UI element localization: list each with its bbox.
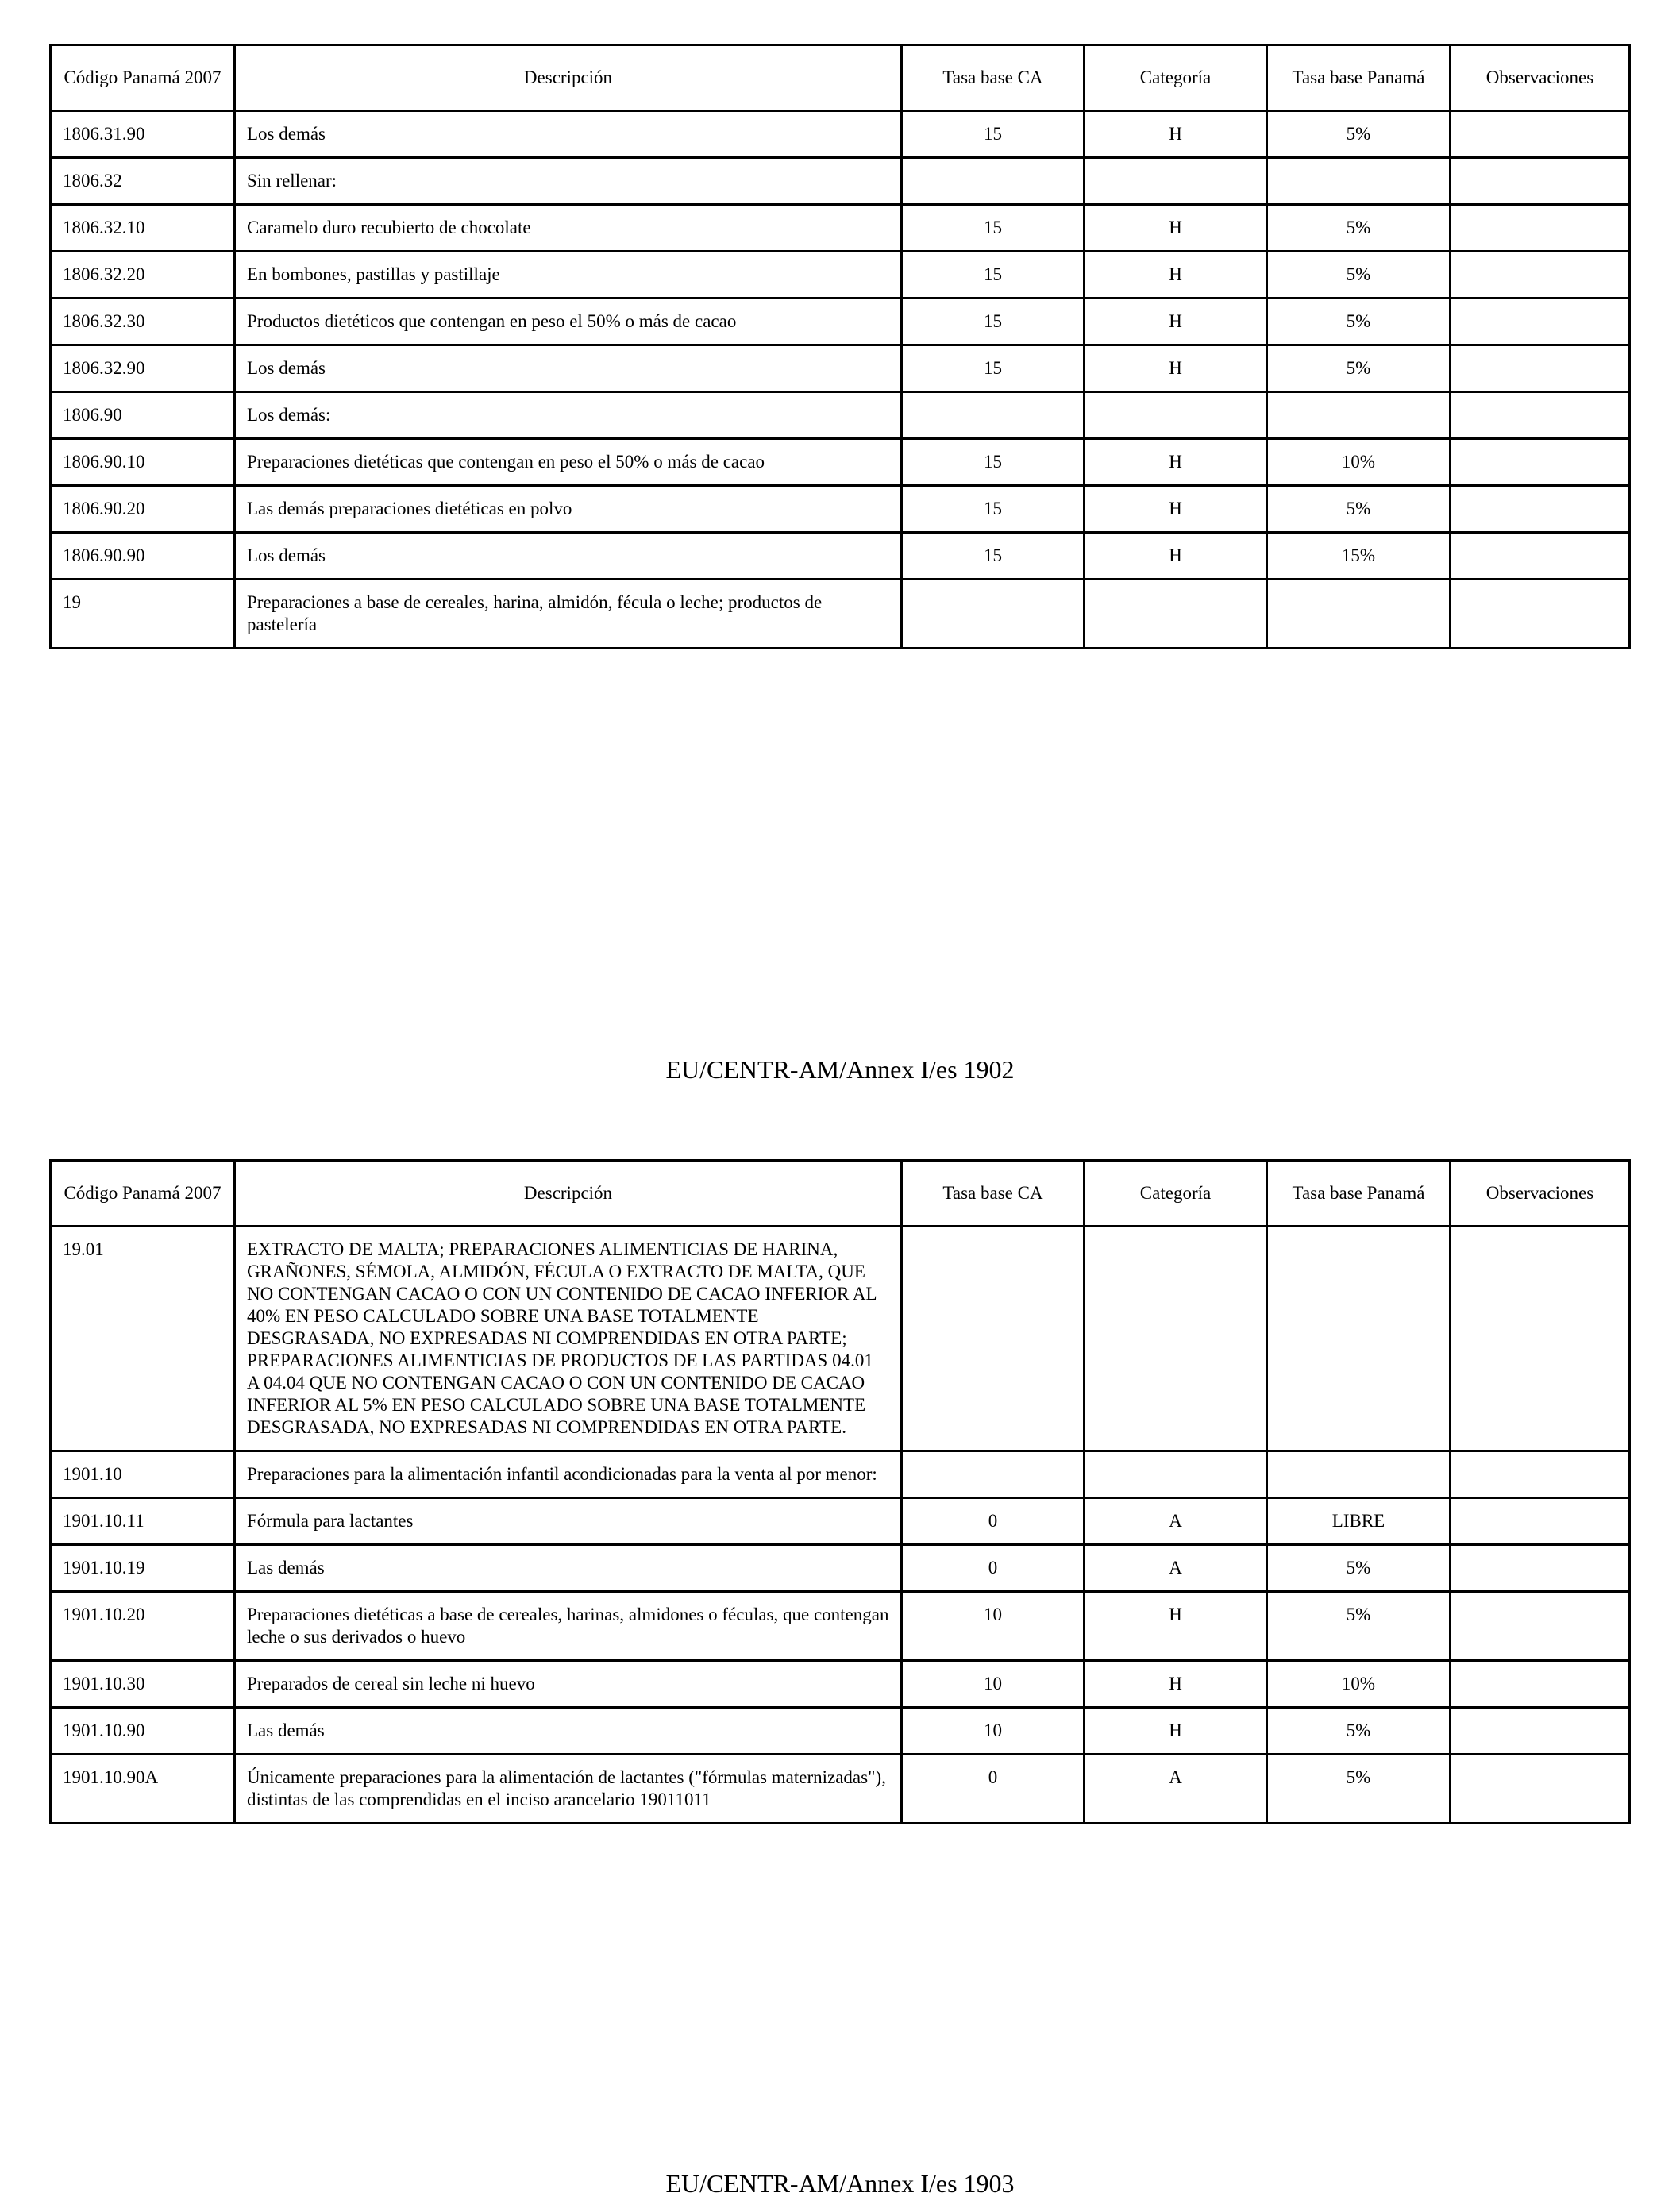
cell-code: 1806.32.90 (51, 345, 235, 392)
table-row (51, 252, 1630, 299)
cell-category (1085, 392, 1267, 439)
cell-base-ca: 15 (902, 486, 1085, 533)
cell-code: 1806.32 (51, 158, 235, 205)
header-description: Descripción (235, 45, 902, 111)
cell-observations (1451, 439, 1630, 486)
cell-description: EXTRACTO DE MALTA; PREPARACIONES ALIMENTICIAS DE HARINA, GRAÑONES, SÉMOLA, ALMIDÓN, FÉCULA O EXTRACTO DE MALTA, QUE NO CONTENGAN CACAO O CON UN CONTENIDO DE CACAO INFERIOR AL 40% EN PESO CALCULADO SOBRE UNA BASE TOTALMENTE DESGRASADA, NO EXPRESADAS NI COMPRENDIDAS EN OTRA PARTE; PREPARACIONES ALIMENTICIAS DE PRODUCTOS DE LAS PARTIDAS 04.01 A 04.04 QUE NO CONTENGAN CACAO O CON UN CONTENIDO DE CACAO INFERIOR AL 5% EN PESO CALCULADO SOBRE UNA BASE TOTALMENTE DESGRASADA, NO EXPRESADAS NI COMPRENDIDAS EN OTRA PARTE. (235, 1227, 902, 1451)
cell-category: A (1085, 1545, 1267, 1592)
cell-category: A (1085, 1498, 1267, 1545)
cell-base-ca: 0 (902, 1545, 1085, 1592)
cell-base-panama: 15% (1267, 533, 1451, 580)
cell-code: 1806.90.20 (51, 486, 235, 533)
cell-code: 1806.32.20 (51, 252, 235, 299)
cell-category: A (1085, 1755, 1267, 1824)
cell-category: H (1085, 299, 1267, 345)
cell-description: Las demás (235, 1545, 902, 1592)
cell-base-panama: 5% (1267, 1755, 1451, 1824)
header-base-ca: Tasa base CA (902, 45, 1085, 111)
cell-code: 1806.90.90 (51, 533, 235, 580)
cell-code: 1806.32.10 (51, 205, 235, 252)
table-row (51, 580, 1630, 649)
header-code: Código Panamá 2007 (51, 1161, 235, 1227)
cell-base-ca: 15 (902, 111, 1085, 158)
table-row (51, 299, 1630, 345)
cell-base-ca: 0 (902, 1755, 1085, 1824)
cell-description: Las demás preparaciones dietéticas en polvo (235, 486, 902, 533)
table-header-row (51, 45, 1630, 111)
cell-base-panama: 5% (1267, 1592, 1451, 1661)
cell-description: Caramelo duro recubierto de chocolate (235, 205, 902, 252)
cell-observations (1451, 1708, 1630, 1755)
cell-observations (1451, 1661, 1630, 1708)
header-base-panama: Tasa base Panamá (1267, 45, 1451, 111)
page-footer-1: EU/CENTR-AM/Annex I/es 1902 (665, 1055, 1015, 1084)
cell-observations (1451, 252, 1630, 299)
table-header-row (51, 1161, 1630, 1227)
cell-description: Los demás (235, 111, 902, 158)
cell-category: H (1085, 439, 1267, 486)
cell-code: 1806.32.30 (51, 299, 235, 345)
cell-base-ca (902, 158, 1085, 205)
cell-base-panama: 5% (1267, 252, 1451, 299)
cell-observations (1451, 205, 1630, 252)
header-description: Descripción (235, 1161, 902, 1227)
cell-category: H (1085, 533, 1267, 580)
cell-code: 1901.10 (51, 1451, 235, 1498)
table-row (51, 1755, 1630, 1824)
cell-base-ca: 15 (902, 533, 1085, 580)
cell-observations (1451, 299, 1630, 345)
table-row (51, 1451, 1630, 1498)
table-row (51, 158, 1630, 205)
cell-base-ca: 15 (902, 439, 1085, 486)
header-category: Categoría (1085, 45, 1267, 111)
cell-base-panama: 5% (1267, 1708, 1451, 1755)
header-code: Código Panamá 2007 (51, 45, 235, 111)
cell-base-panama: 5% (1267, 486, 1451, 533)
cell-base-panama: 10% (1267, 439, 1451, 486)
table-row (51, 205, 1630, 252)
cell-base-ca: 10 (902, 1661, 1085, 1708)
cell-base-ca (902, 1451, 1085, 1498)
cell-base-ca: 15 (902, 299, 1085, 345)
cell-category (1085, 1227, 1267, 1451)
cell-description: Preparaciones dietéticas a base de cereales, harinas, almidones o féculas, que contengan leche o sus derivados o huevo (235, 1592, 902, 1661)
cell-description: Los demás: (235, 392, 902, 439)
cell-observations (1451, 158, 1630, 205)
table-row (51, 345, 1630, 392)
cell-code: 1806.90 (51, 392, 235, 439)
table-row (51, 533, 1630, 580)
cell-code: 1901.10.90 (51, 1708, 235, 1755)
cell-code: 1901.10.20 (51, 1592, 235, 1661)
table-row (51, 1498, 1630, 1545)
cell-description: Los demás (235, 345, 902, 392)
header-observations: Observaciones (1451, 1161, 1630, 1227)
cell-base-panama (1267, 1451, 1451, 1498)
header-category: Categoría (1085, 1161, 1267, 1227)
cell-base-panama: 5% (1267, 299, 1451, 345)
cell-base-panama: 5% (1267, 1545, 1451, 1592)
cell-base-ca (902, 580, 1085, 649)
cell-category (1085, 158, 1267, 205)
cell-observations (1451, 1592, 1630, 1661)
table-row (51, 439, 1630, 486)
cell-description: Preparados de cereal sin leche ni huevo (235, 1661, 902, 1708)
cell-observations (1451, 345, 1630, 392)
header-base-ca: Tasa base CA (902, 1161, 1085, 1227)
header-observations: Observaciones (1451, 45, 1630, 111)
cell-observations (1451, 392, 1630, 439)
cell-observations (1451, 1451, 1630, 1498)
cell-category: H (1085, 1661, 1267, 1708)
cell-base-panama (1267, 158, 1451, 205)
page-footer-2: EU/CENTR-AM/Annex I/es 1903 (665, 2169, 1015, 2198)
cell-code: 1901.10.30 (51, 1661, 235, 1708)
cell-description: Las demás (235, 1708, 902, 1755)
cell-base-ca (902, 1227, 1085, 1451)
cell-description: Preparaciones para la alimentación infantil acondicionadas para la venta al por menor: (235, 1451, 902, 1498)
cell-base-ca: 10 (902, 1592, 1085, 1661)
cell-code: 1901.10.19 (51, 1545, 235, 1592)
cell-description: Sin rellenar: (235, 158, 902, 205)
cell-observations (1451, 111, 1630, 158)
cell-description: Productos dietéticos que contengan en peso el 50% o más de cacao (235, 299, 902, 345)
header-base-panama: Tasa base Panamá (1267, 1161, 1451, 1227)
cell-base-panama (1267, 392, 1451, 439)
table-row (51, 486, 1630, 533)
table-row (51, 1661, 1630, 1708)
cell-category: H (1085, 252, 1267, 299)
cell-code: 19 (51, 580, 235, 649)
cell-base-panama (1267, 580, 1451, 649)
cell-category: H (1085, 345, 1267, 392)
cell-category: H (1085, 205, 1267, 252)
cell-base-ca (902, 392, 1085, 439)
cell-observations (1451, 1498, 1630, 1545)
cell-observations (1451, 580, 1630, 649)
table-body (51, 1227, 1630, 1824)
cell-description: En bombones, pastillas y pastillaje (235, 252, 902, 299)
cell-base-panama: LIBRE (1267, 1498, 1451, 1545)
table-row (51, 1227, 1630, 1451)
cell-base-panama: 5% (1267, 205, 1451, 252)
table-row (51, 111, 1630, 158)
cell-code: 19.01 (51, 1227, 235, 1451)
table-row (51, 1592, 1630, 1661)
cell-base-ca: 15 (902, 205, 1085, 252)
cell-base-panama: 5% (1267, 345, 1451, 392)
cell-code: 1806.90.10 (51, 439, 235, 486)
cell-observations (1451, 533, 1630, 580)
cell-category: H (1085, 486, 1267, 533)
cell-description: Los demás (235, 533, 902, 580)
cell-category: H (1085, 111, 1267, 158)
cell-observations (1451, 1545, 1630, 1592)
cell-base-panama (1267, 1227, 1451, 1451)
cell-category (1085, 580, 1267, 649)
cell-category: H (1085, 1708, 1267, 1755)
tariff-table-page-2 (49, 1159, 1631, 1824)
cell-category (1085, 1451, 1267, 1498)
cell-code: 1901.10.90A (51, 1755, 235, 1824)
table-row (51, 1708, 1630, 1755)
cell-base-ca: 0 (902, 1498, 1085, 1545)
table-row (51, 1545, 1630, 1592)
cell-observations (1451, 1755, 1630, 1824)
cell-observations (1451, 1227, 1630, 1451)
table-row (51, 392, 1630, 439)
cell-base-ca: 15 (902, 252, 1085, 299)
cell-category: H (1085, 1592, 1267, 1661)
cell-description: Fórmula para lactantes (235, 1498, 902, 1545)
table-body (51, 111, 1630, 649)
tariff-table-page-1 (49, 44, 1631, 649)
cell-code: 1901.10.11 (51, 1498, 235, 1545)
cell-description: Preparaciones a base de cereales, harina, almidón, fécula o leche; productos de pastelería (235, 580, 902, 649)
cell-base-panama: 5% (1267, 111, 1451, 158)
cell-description: Preparaciones dietéticas que contengan en peso el 50% o más de cacao (235, 439, 902, 486)
cell-observations (1451, 486, 1630, 533)
cell-base-ca: 15 (902, 345, 1085, 392)
cell-code: 1806.31.90 (51, 111, 235, 158)
cell-base-panama: 10% (1267, 1661, 1451, 1708)
cell-base-ca: 10 (902, 1708, 1085, 1755)
cell-description: Únicamente preparaciones para la alimentación de lactantes ("fórmulas maternizadas"), distintas de las comprendidas en el inciso arancelario 19011011 (235, 1755, 902, 1824)
